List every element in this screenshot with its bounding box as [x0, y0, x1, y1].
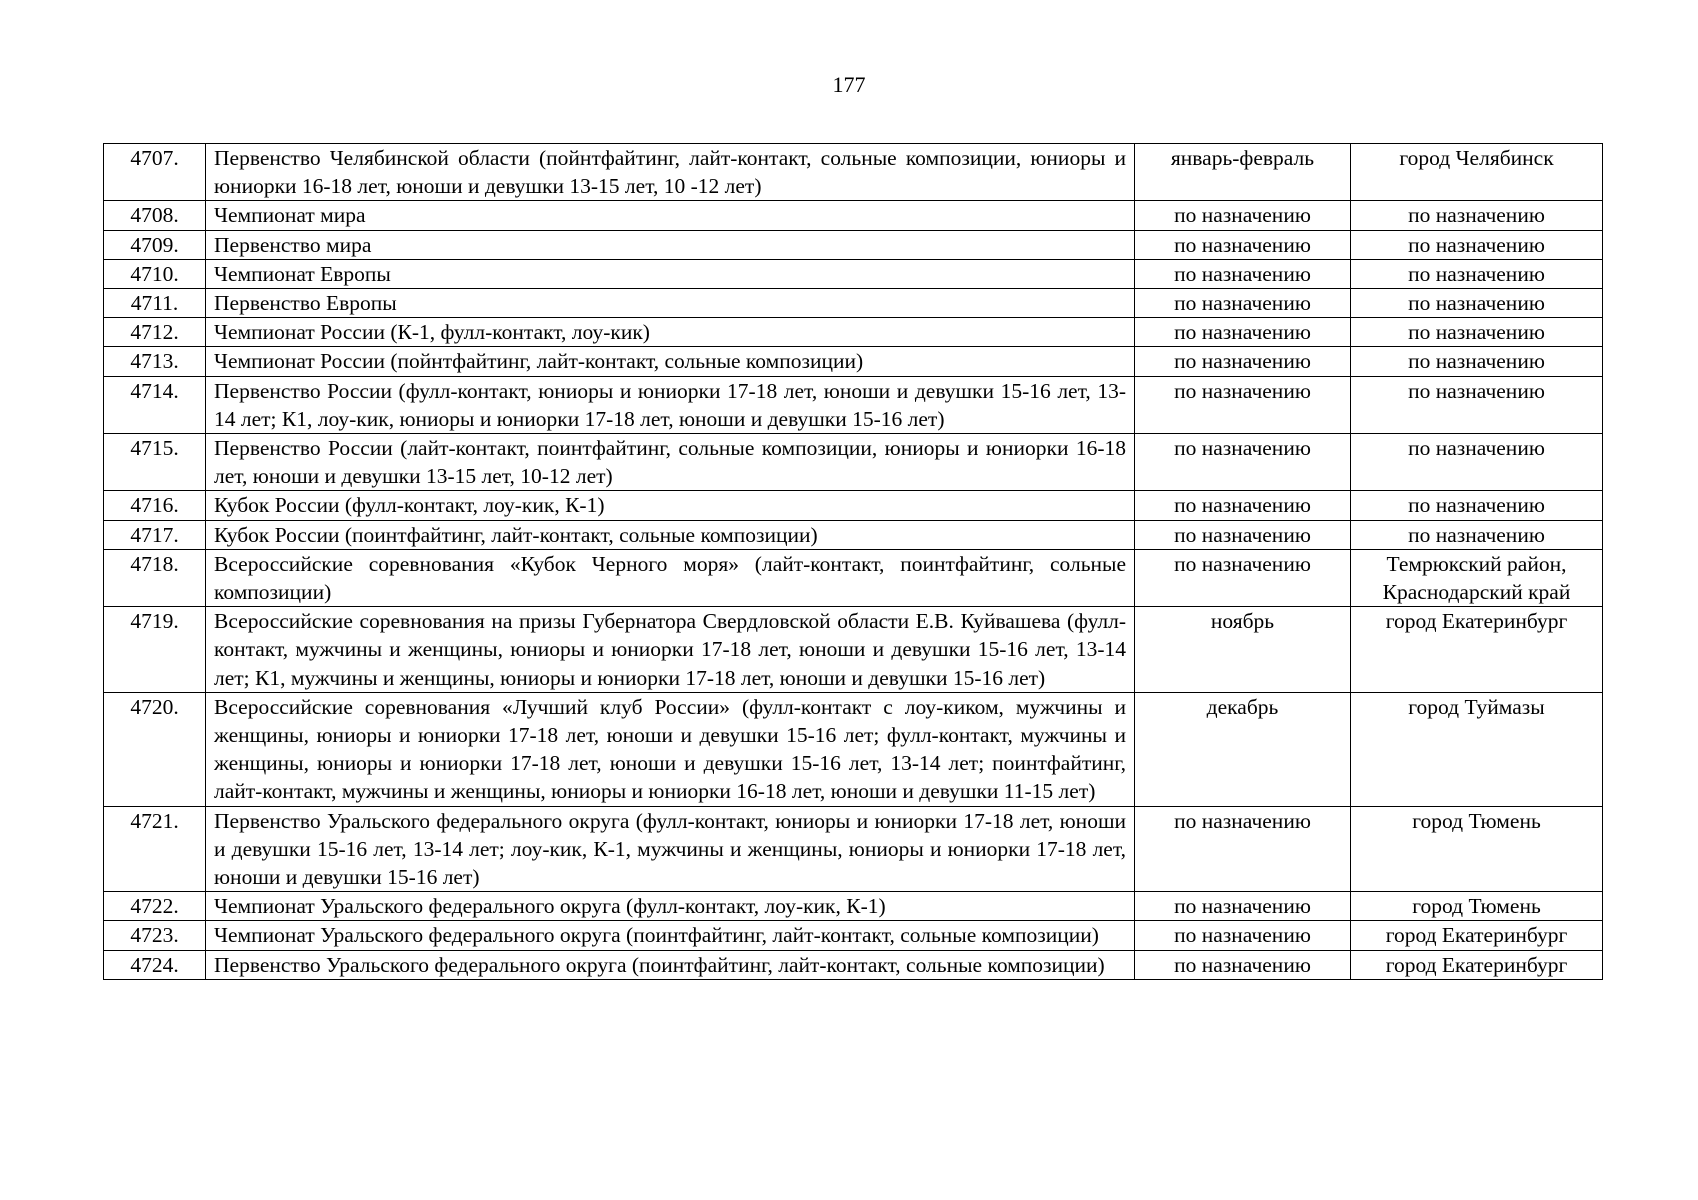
event-number-cell: 4723. — [104, 921, 206, 950]
event-place-cell: город Тюмень — [1351, 892, 1603, 921]
event-number-cell: 4718. — [104, 549, 206, 606]
event-place-cell: город Екатеринбург — [1351, 950, 1603, 979]
table-row — [104, 921, 1603, 950]
event-date-cell: по назначению — [1135, 434, 1351, 491]
page-number: 177 — [832, 72, 866, 97]
event-name-cell: Всероссийские соревнования «Кубок Черного моря» (лайт-контакт, поинтфайтинг, сольные композиции) — [206, 549, 1135, 606]
event-name-cell: Чемпионат Уральского федерального округа (поинтфайтинг, лайт-контакт, сольные композиции) — [206, 921, 1135, 950]
event-number-cell: 4709. — [104, 230, 206, 259]
table-row — [104, 434, 1603, 491]
event-place-cell: по назначению — [1351, 376, 1603, 433]
event-name-cell: Первенство Европы — [206, 289, 1135, 318]
event-place-cell: по назначению — [1351, 201, 1603, 230]
table-row — [104, 230, 1603, 259]
event-name-cell: Первенство России (фулл-контакт, юниоры и юниорки 17-18 лет, юноши и девушки 15-16 лет, 13-14 лет; К1, лоу-кик, юниоры и юниорки 17-18 лет, юноши и девушки 15-16 лет) — [206, 376, 1135, 433]
event-number-cell: 4716. — [104, 491, 206, 520]
event-place-cell: город Туймазы — [1351, 692, 1603, 806]
table-row — [104, 144, 1603, 201]
event-name-cell: Чемпионат Европы — [206, 259, 1135, 288]
table-row — [104, 318, 1603, 347]
event-place-cell: по назначению — [1351, 520, 1603, 549]
event-date-cell: по назначению — [1135, 259, 1351, 288]
event-name-cell: Всероссийские соревнования «Лучший клуб России» (фулл-контакт с лоу-киком, мужчины и женщины, юниоры и юниорки 17-18 лет, юноши и девушки 15-16 лет; фулл-контакт, мужчины и женщины, юниоры и юниорки 17-18 лет, юноши и девушки 15-16 лет, 13-14 лет; поинтфайтинг, лайт-контакт, мужчины и женщины, юниоры и юниорки 16-18 лет, юноши и девушки 11-15 лет) — [206, 692, 1135, 806]
event-place-cell: по назначению — [1351, 318, 1603, 347]
event-date-cell: ноябрь — [1135, 607, 1351, 693]
event-name-cell: Первенство Уральского федерального округа (поинтфайтинг, лайт-контакт, сольные композиции) — [206, 950, 1135, 979]
event-name-cell: Кубок России (фулл-контакт, лоу-кик, К-1) — [206, 491, 1135, 520]
event-place-cell: город Челябинск — [1351, 144, 1603, 201]
event-place-cell: по назначению — [1351, 259, 1603, 288]
event-date-cell: по назначению — [1135, 950, 1351, 979]
event-place-cell: по назначению — [1351, 434, 1603, 491]
event-number-cell: 4707. — [104, 144, 206, 201]
event-place-cell: город Тюмень — [1351, 806, 1603, 892]
event-number-cell: 4717. — [104, 520, 206, 549]
event-place-cell: по назначению — [1351, 230, 1603, 259]
event-number-cell: 4714. — [104, 376, 206, 433]
event-place-cell: по назначению — [1351, 347, 1603, 376]
table-row — [104, 520, 1603, 549]
table-row — [104, 806, 1603, 892]
event-date-cell: по назначению — [1135, 892, 1351, 921]
event-name-cell: Чемпионат России (пойнтфайтинг, лайт-контакт, сольные композиции) — [206, 347, 1135, 376]
event-name-cell: Первенство мира — [206, 230, 1135, 259]
event-number-cell: 4719. — [104, 607, 206, 693]
event-place-cell: город Екатеринбург — [1351, 921, 1603, 950]
events-table — [103, 143, 1603, 980]
event-date-cell: по назначению — [1135, 921, 1351, 950]
table-row — [104, 549, 1603, 606]
event-date-cell: по назначению — [1135, 201, 1351, 230]
event-date-cell: январь-февраль — [1135, 144, 1351, 201]
event-name-cell: Кубок России (поинтфайтинг, лайт-контакт, сольные композиции) — [206, 520, 1135, 549]
event-date-cell: по назначению — [1135, 491, 1351, 520]
table-row — [104, 201, 1603, 230]
events-table-body — [104, 144, 1603, 980]
table-row — [104, 259, 1603, 288]
table-row — [104, 376, 1603, 433]
event-date-cell: по назначению — [1135, 347, 1351, 376]
event-date-cell: декабрь — [1135, 692, 1351, 806]
event-number-cell: 4721. — [104, 806, 206, 892]
event-name-cell: Первенство Челябинской области (пойнтфайтинг, лайт-контакт, сольные композиции, юниоры и юниорки 16-18 лет, юноши и девушки 13-15 лет, 10 -12 лет) — [206, 144, 1135, 201]
event-name-cell: Чемпионат Уральского федерального округа (фулл-контакт, лоу-кик, К-1) — [206, 892, 1135, 921]
event-name-cell: Первенство России (лайт-контакт, поинтфайтинг, сольные композиции, юниоры и юниорки 16-18 лет, юноши и девушки 13-15 лет, 10-12 лет) — [206, 434, 1135, 491]
event-date-cell: по назначению — [1135, 318, 1351, 347]
event-place-cell: Темрюкский район, Краснодарский край — [1351, 549, 1603, 606]
event-place-cell: по назначению — [1351, 491, 1603, 520]
table-row — [104, 491, 1603, 520]
event-date-cell: по назначению — [1135, 289, 1351, 318]
event-number-cell: 4710. — [104, 259, 206, 288]
event-number-cell: 4722. — [104, 892, 206, 921]
event-date-cell: по назначению — [1135, 520, 1351, 549]
event-place-cell: город Екатеринбург — [1351, 607, 1603, 693]
event-number-cell: 4715. — [104, 434, 206, 491]
event-place-cell: по назначению — [1351, 289, 1603, 318]
table-row — [104, 692, 1603, 806]
table-row — [104, 289, 1603, 318]
event-name-cell: Первенство Уральского федерального округа (фулл-контакт, юниоры и юниорки 17-18 лет, юноши и девушки 15-16 лет, 13-14 лет; лоу-кик, К-1, мужчины и женщины, юниоры и юниорки 17-18 лет, юноши и девушки 15-16 лет) — [206, 806, 1135, 892]
event-name-cell: Чемпионат мира — [206, 201, 1135, 230]
event-number-cell: 4720. — [104, 692, 206, 806]
event-number-cell: 4713. — [104, 347, 206, 376]
table-row — [104, 347, 1603, 376]
event-number-cell: 4708. — [104, 201, 206, 230]
event-number-cell: 4724. — [104, 950, 206, 979]
table-row — [104, 892, 1603, 921]
event-date-cell: по назначению — [1135, 376, 1351, 433]
event-date-cell: по назначению — [1135, 806, 1351, 892]
event-date-cell: по назначению — [1135, 549, 1351, 606]
event-number-cell: 4712. — [104, 318, 206, 347]
event-number-cell: 4711. — [104, 289, 206, 318]
event-name-cell: Чемпионат России (К-1, фулл-контакт, лоу-кик) — [206, 318, 1135, 347]
event-name-cell: Всероссийские соревнования на призы Губернатора Свердловской области Е.В. Куйвашева (фулл-контакт, мужчины и женщины, юниоры и юниорки 17-18 лет, юноши и девушки 15-16 лет, 13-14 лет; К1, мужчины и женщины, юниоры и юниорки 17-18 лет, юноши и девушки 15-16 лет) — [206, 607, 1135, 693]
table-row — [104, 950, 1603, 979]
table-row — [104, 607, 1603, 693]
event-date-cell: по назначению — [1135, 230, 1351, 259]
